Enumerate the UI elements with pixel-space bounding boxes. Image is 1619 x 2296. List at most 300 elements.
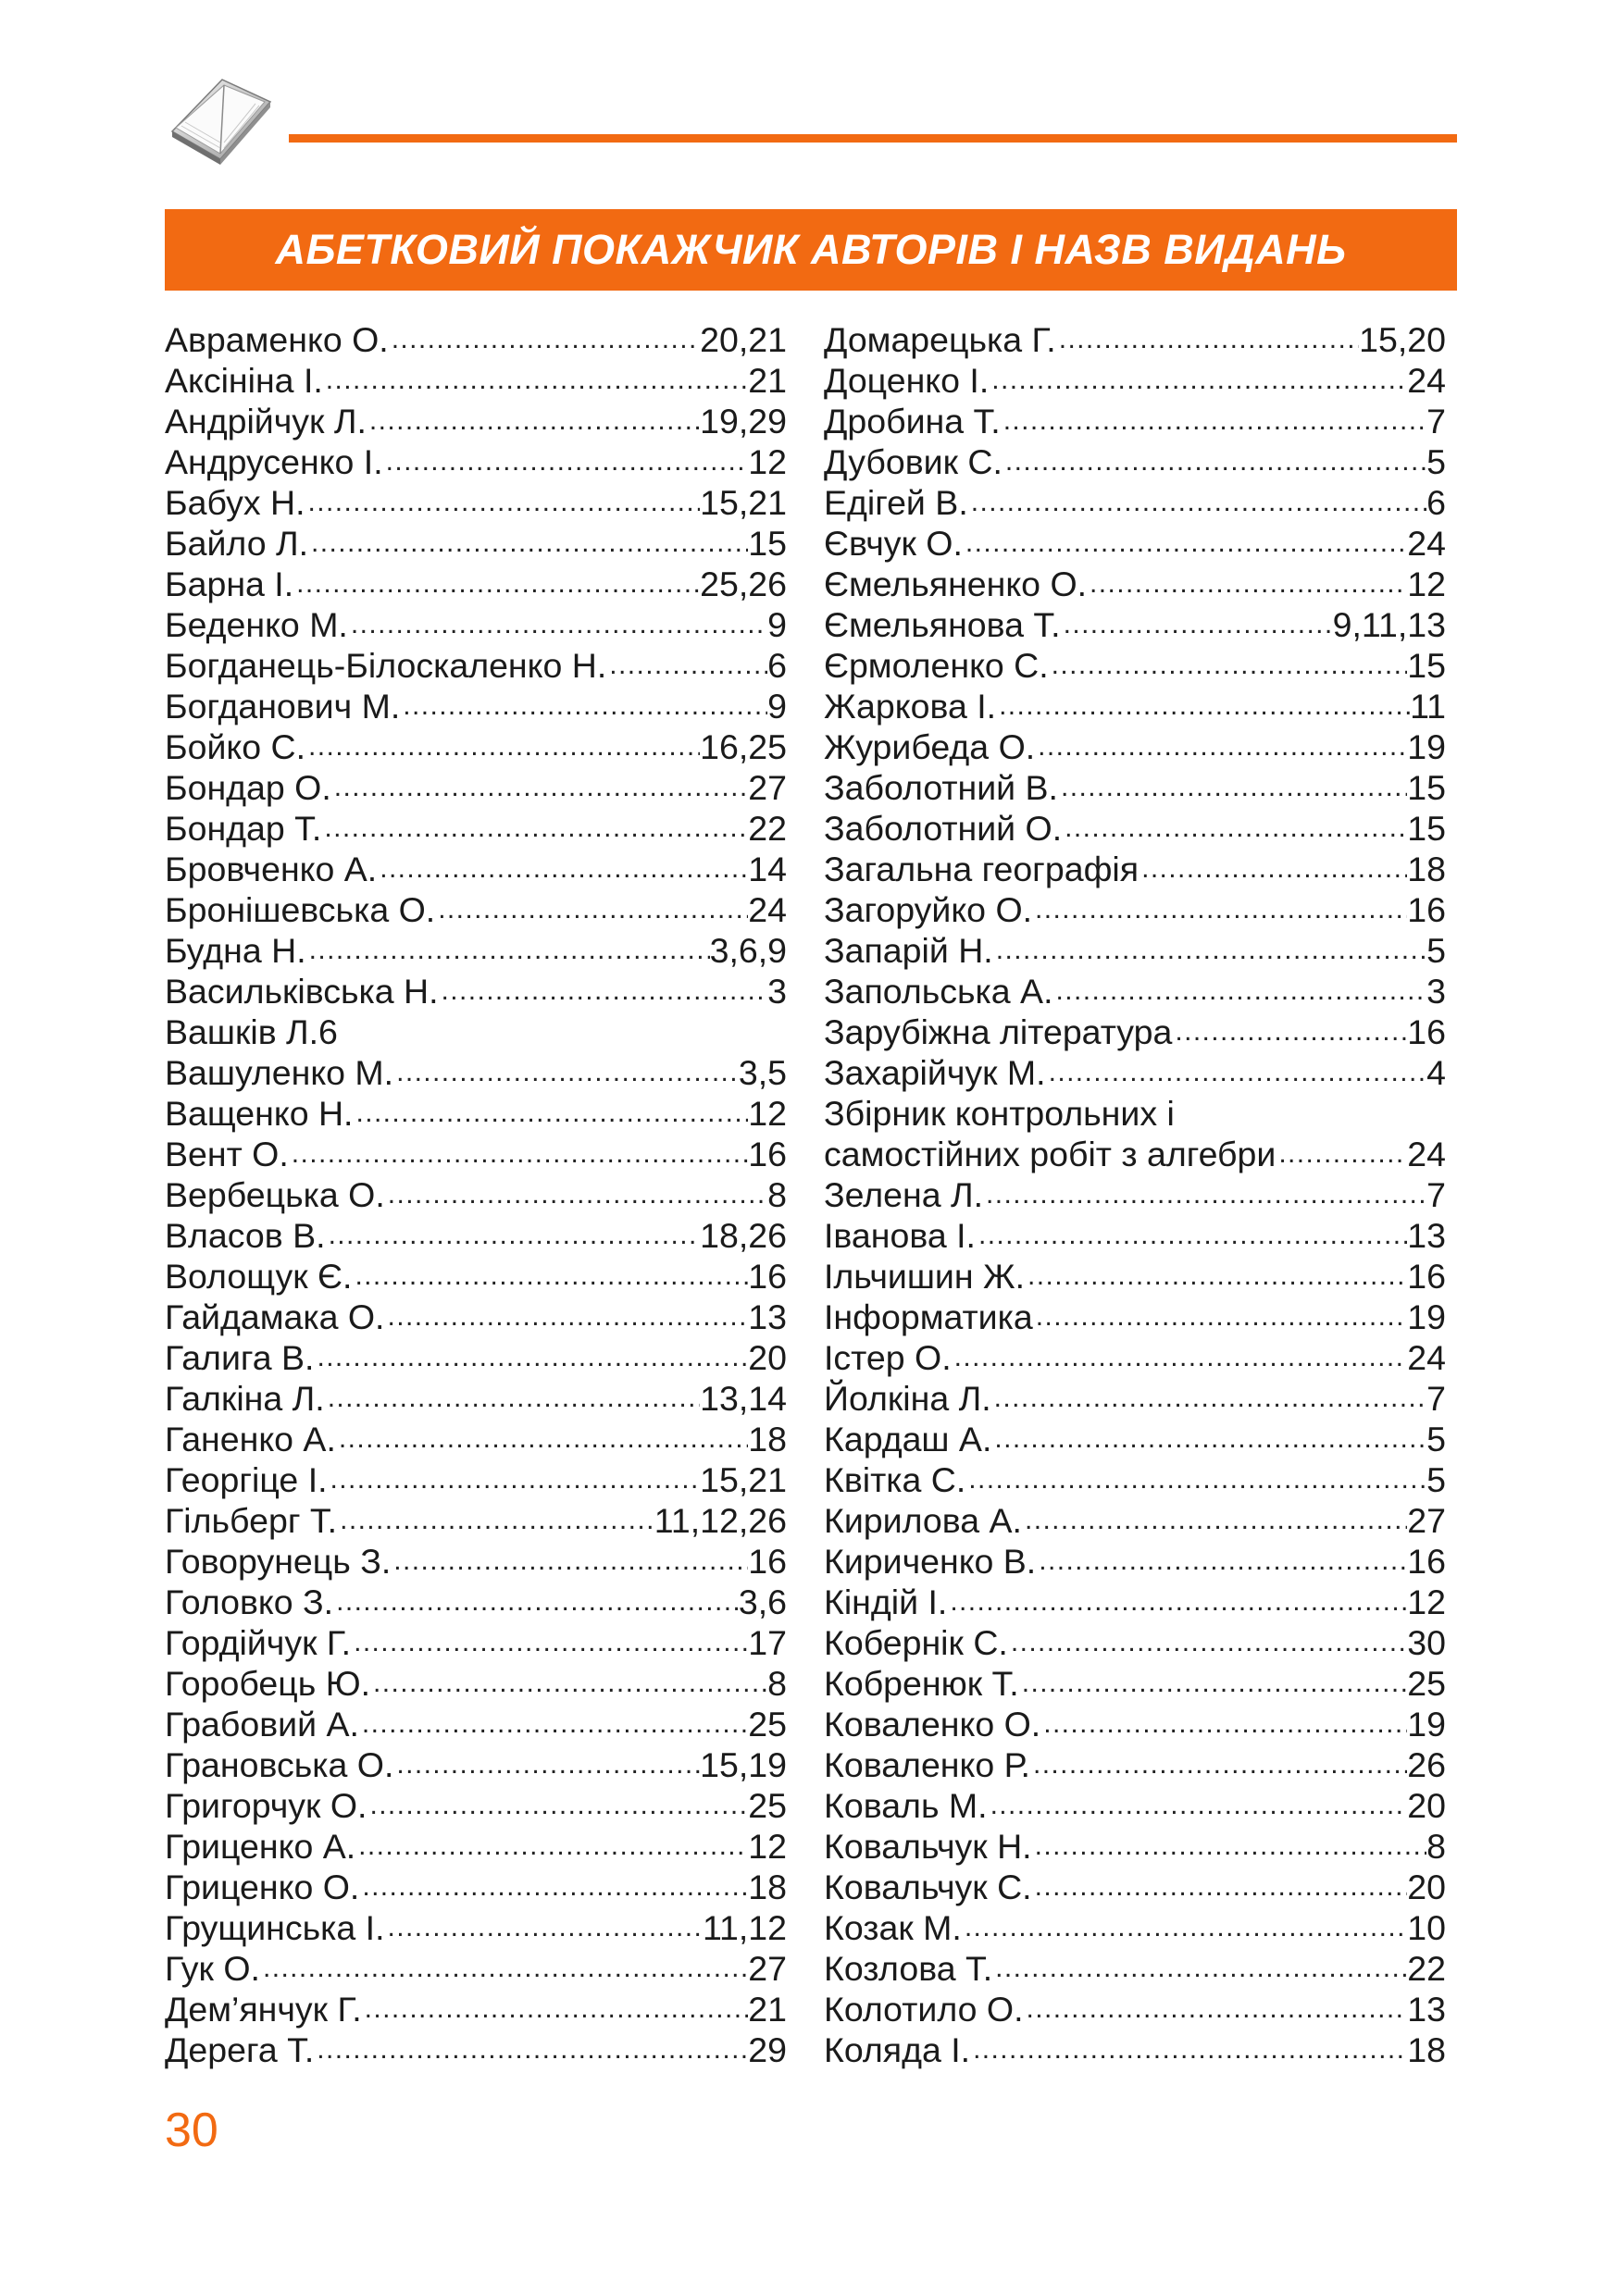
index-column-right <box>824 319 1446 2070</box>
dot-leader <box>293 564 700 604</box>
index-entry <box>165 1419 787 1459</box>
entry-pages: 3,5 <box>738 1053 787 1092</box>
entry-pages: 15 <box>1407 809 1446 848</box>
entry-pages: 13 <box>748 1297 787 1336</box>
entry-name: Грабовий А. <box>165 1705 359 1744</box>
entry-name: Заболотний В. <box>824 768 1058 807</box>
entry-pages: 27 <box>1407 1501 1446 1540</box>
dot-leader <box>965 1459 1426 1500</box>
entry-pages: 22 <box>1407 1949 1446 1988</box>
index-entry <box>824 849 1446 889</box>
dot-leader <box>988 1785 1408 1826</box>
dot-leader <box>435 889 748 930</box>
entry-pages: 19 <box>1407 727 1446 766</box>
index-entry <box>824 645 1446 686</box>
entry-pages: 15 <box>748 524 787 563</box>
index-entry <box>165 523 787 564</box>
dot-leader <box>968 482 1426 523</box>
dot-leader <box>331 767 749 808</box>
dot-leader <box>391 1541 748 1582</box>
index-entry <box>824 1622 1446 1663</box>
dot-leader <box>337 1500 654 1541</box>
entry-pages: 16 <box>1407 890 1446 929</box>
index-entry <box>824 319 1446 360</box>
entry-name: Євчук О. <box>824 524 963 563</box>
entry-name: Козлова Т. <box>824 1949 993 1988</box>
dot-leader <box>306 930 710 971</box>
index-entry <box>165 1297 787 1337</box>
entry-name: Дробина Т. <box>824 402 1001 441</box>
entry-pages: 12 <box>748 1094 787 1133</box>
index-entry <box>165 604 787 645</box>
index-entry <box>824 686 1446 726</box>
entry-name: Загоруйко О. <box>824 890 1033 929</box>
dot-leader <box>352 1256 748 1297</box>
entry-name: Гук О. <box>165 1949 260 1988</box>
index-entry <box>824 808 1446 849</box>
entry-name: Інформатика <box>824 1297 1033 1336</box>
index-entry <box>824 1337 1446 1378</box>
index-entry <box>165 1582 787 1622</box>
index-entry <box>824 1052 1446 1093</box>
index-entry <box>824 1948 1446 1989</box>
index-entry <box>824 1704 1446 1744</box>
dot-leader <box>385 1174 767 1215</box>
entry-name: Кіндій І. <box>824 1582 948 1621</box>
index-entry <box>165 808 787 849</box>
dot-leader <box>393 1744 700 1785</box>
entry-name: Ємельяненко О. <box>824 565 1088 603</box>
entry-pages: 18 <box>748 1420 787 1458</box>
dot-leader <box>1056 319 1359 360</box>
entry-pages: 24 <box>1407 1338 1446 1377</box>
dot-leader <box>1040 1704 1407 1744</box>
dot-leader <box>1022 1500 1407 1541</box>
entry-name: Волощук Є. <box>165 1257 353 1296</box>
entry-name: Грановська О. <box>165 1745 394 1784</box>
entry-pages: 6 <box>1426 483 1446 522</box>
dot-leader <box>305 482 701 523</box>
entry-pages: 25 <box>748 1705 787 1744</box>
index-entry <box>165 1989 787 2029</box>
entry-name: Дем’янчук Г. <box>165 1990 362 2029</box>
entry-pages: 3,6 <box>738 1582 787 1621</box>
dot-leader <box>1008 1622 1407 1663</box>
page-number: 30 <box>165 2104 218 2157</box>
index-entry <box>824 1093 1446 1134</box>
index-entry <box>824 1297 1446 1337</box>
index-entry <box>824 1215 1446 1256</box>
entry-pages: 18 <box>1407 2030 1446 2069</box>
entry-pages: 15,21 <box>700 1460 787 1499</box>
entry-pages: 21 <box>748 361 787 400</box>
entry-pages: 25 <box>748 1786 787 1825</box>
index-entry <box>165 930 787 971</box>
entry-pages: 5 <box>1426 931 1446 970</box>
entry-pages: 5 <box>1426 1420 1446 1458</box>
dot-leader <box>1046 1052 1427 1093</box>
entry-name: Байло Л. <box>165 524 309 563</box>
dot-leader <box>393 1052 739 1093</box>
entry-pages: 20 <box>748 1338 787 1377</box>
entry-pages: 17 <box>748 1623 787 1662</box>
dot-leader <box>351 1622 748 1663</box>
entry-name: Бабух Н. <box>165 483 305 522</box>
dot-leader <box>992 1948 1407 1989</box>
index-entry <box>165 1052 787 1093</box>
index-entry <box>165 1093 787 1134</box>
dot-leader <box>336 1419 748 1459</box>
index-entry <box>824 1785 1446 1826</box>
index-entry <box>165 564 787 604</box>
index-entry <box>165 319 787 360</box>
dot-leader <box>1061 604 1333 645</box>
dot-leader <box>1024 1989 1408 2029</box>
entry-pages: 12 <box>748 1827 787 1866</box>
entry-name: Кардаш А. <box>824 1420 992 1458</box>
entry-name: Коваленко Р. <box>824 1745 1030 1784</box>
entry-pages: 21 <box>748 1990 787 2029</box>
open-book-icon <box>167 74 278 171</box>
index-entry <box>165 1663 787 1704</box>
dot-leader <box>400 686 767 726</box>
dot-leader <box>991 1419 1426 1459</box>
entry-name: Бронішевська О. <box>165 890 436 929</box>
entry-pages: 16 <box>1407 1542 1446 1581</box>
entry-name: Бровченко А. <box>165 850 378 888</box>
entry-pages: 8 <box>1426 1827 1446 1866</box>
entry-name: Георгіце І. <box>165 1460 328 1499</box>
entry-pages: 24 <box>1407 1135 1446 1173</box>
entry-pages: 10 <box>1407 1908 1446 1947</box>
entry-pages: 25 <box>1407 1664 1446 1703</box>
dot-leader <box>1025 1256 1407 1297</box>
entry-pages: 7 <box>1426 1175 1446 1214</box>
dot-leader <box>1172 1011 1407 1052</box>
dot-leader <box>1036 1541 1407 1582</box>
entry-name: Йолкіна Л. <box>824 1379 991 1418</box>
dot-leader <box>325 1378 700 1419</box>
entry-pages: 20 <box>1407 1786 1446 1825</box>
entry-name: Коляда І. <box>824 2030 971 2069</box>
dot-leader <box>1049 645 1408 686</box>
entry-pages: 5 <box>1426 1460 1446 1499</box>
entry-name: Зарубіжна література <box>824 1012 1173 1051</box>
entry-name: Ємельянова Т. <box>824 605 1061 644</box>
entry-name: Квітка С. <box>824 1460 966 1499</box>
entry-name: Іванова І. <box>824 1216 976 1255</box>
index-entry <box>165 1500 787 1541</box>
entry-pages: 19 <box>1407 1705 1446 1744</box>
entry-pages: 19 <box>1407 1297 1446 1336</box>
entry-name: Богданович М. <box>165 687 401 726</box>
entry-name: Ганенко А. <box>165 1420 336 1458</box>
entry-name: Доценко І. <box>824 361 990 400</box>
index-entry <box>824 1459 1446 1500</box>
index-entry <box>824 604 1446 645</box>
entry-name: Галига В. <box>165 1338 315 1377</box>
index-entry <box>824 1744 1446 1785</box>
entry-name: Вербецька О. <box>165 1175 385 1214</box>
index-entry <box>824 1256 1446 1297</box>
entry-pages: 3 <box>1426 972 1446 1011</box>
entry-name: Козак М. <box>824 1908 962 1947</box>
entry-pages: 26 <box>1407 1745 1446 1784</box>
entry-pages: 9,11,13 <box>1332 605 1446 644</box>
entry-name: Домарецька Г. <box>824 320 1056 359</box>
dot-leader <box>970 2029 1407 2070</box>
entry-pages: 16 <box>1407 1012 1446 1051</box>
entry-name: Єрмоленко С. <box>824 646 1049 685</box>
dot-leader <box>1001 401 1426 441</box>
index-entry <box>165 1948 787 1989</box>
dot-leader <box>367 401 700 441</box>
entry-name: Андрусенко І. <box>165 442 383 481</box>
dot-leader <box>383 441 749 482</box>
entry-name: Головко З. <box>165 1582 334 1621</box>
index-entry <box>165 849 787 889</box>
dot-leader <box>1032 1867 1408 1907</box>
index-entry <box>165 2029 787 2070</box>
index-entry <box>165 645 787 686</box>
entry-pages: 6 <box>767 646 787 685</box>
entry-pages: 30 <box>1407 1623 1446 1662</box>
index-entry <box>165 1337 787 1378</box>
dot-leader <box>983 1174 1426 1215</box>
dot-leader <box>1062 808 1407 849</box>
entry-name: Богданець-Білоскаленко Н. <box>165 646 607 685</box>
entry-name: Бондар О. <box>165 768 331 807</box>
entry-pages: 11,12,26 <box>654 1501 787 1540</box>
entry-pages: 3,6,9 <box>709 931 787 970</box>
index-entry <box>165 1011 787 1052</box>
dot-leader <box>289 1134 749 1174</box>
entry-pages: 12 <box>748 442 787 481</box>
entry-name: Журибеда О. <box>824 727 1036 766</box>
entry-name: Кирилова А. <box>824 1501 1022 1540</box>
entry-name: Коваль М. <box>824 1786 988 1825</box>
index-entry <box>165 1541 787 1582</box>
index-entry <box>824 2029 1446 2070</box>
dot-leader <box>439 971 768 1011</box>
index-entry <box>165 889 787 930</box>
entry-name: Ільчишин Ж. <box>824 1257 1026 1296</box>
entry-pages: 18,26 <box>700 1216 787 1255</box>
index-entry <box>824 767 1446 808</box>
entry-name: Кобернік С. <box>824 1623 1008 1662</box>
entry-pages: 8 <box>767 1175 787 1214</box>
entry-name: Запольська А. <box>824 972 1053 1011</box>
entry-name: Ващенко Н. <box>165 1094 354 1133</box>
entry-name: Андрійчук Л. <box>165 402 367 441</box>
index-entry <box>824 360 1446 401</box>
index-entry <box>165 482 787 523</box>
dot-leader <box>1032 1826 1427 1867</box>
entry-name: Гриценко О. <box>165 1868 360 1906</box>
dot-leader <box>323 360 748 401</box>
header-rule <box>289 134 1457 143</box>
index-entry <box>165 401 787 441</box>
entry-pages: 15,21 <box>700 483 787 522</box>
entry-pages: 16 <box>1407 1257 1446 1296</box>
entry-name: Гайдамака О. <box>165 1297 385 1336</box>
index-entry <box>824 1419 1446 1459</box>
dot-leader <box>355 1826 748 1867</box>
entry-name: Горобець Ю. <box>165 1664 371 1703</box>
entry-name: Істер О. <box>824 1338 952 1377</box>
index-entry <box>824 1663 1446 1704</box>
dot-leader <box>260 1948 748 1989</box>
entry-name: Запарій Н. <box>824 931 993 970</box>
entry-pages: 20 <box>1407 1868 1446 1906</box>
entry-name: Гриценко А. <box>165 1827 356 1866</box>
entry-name: Дерега Т. <box>165 2030 315 2069</box>
index-entry <box>824 523 1446 564</box>
dot-leader <box>385 1907 703 1948</box>
entry-pages: 27 <box>748 768 787 807</box>
entry-name: Колотило О. <box>824 1990 1024 2029</box>
entry-name: Грущинська І. <box>165 1908 385 1947</box>
dot-leader <box>1058 767 1407 808</box>
entry-pages: 13 <box>1407 1216 1446 1255</box>
dot-leader <box>362 1989 749 2029</box>
entry-name: Вашків Л.6 <box>165 1012 338 1051</box>
dot-leader <box>326 1215 701 1256</box>
entry-pages: 15,20 <box>1359 320 1446 359</box>
index-entry <box>165 1867 787 1907</box>
entry-name: Зелена Л. <box>824 1175 984 1214</box>
dot-leader <box>367 1785 748 1826</box>
entry-pages: 25,26 <box>700 565 787 603</box>
index-entry <box>824 930 1446 971</box>
entry-pages: 16 <box>748 1135 787 1173</box>
entry-name: Беденко М. <box>165 605 348 644</box>
entry-name: Кобренюк Т. <box>824 1664 1019 1703</box>
entry-pages: 9 <box>767 605 787 644</box>
entry-name: Бондар Т. <box>165 809 322 848</box>
entry-name: Галкіна Л. <box>165 1379 325 1418</box>
index-entry <box>165 1704 787 1744</box>
index-entry <box>824 1174 1446 1215</box>
entry-name: Барна І. <box>165 565 294 603</box>
dot-leader <box>606 645 767 686</box>
dot-leader <box>996 686 1410 726</box>
index-entry <box>824 726 1446 767</box>
index-entry <box>165 1744 787 1785</box>
entry-name: Власов В. <box>165 1216 326 1255</box>
dot-leader <box>359 1867 748 1907</box>
dot-leader <box>963 523 1407 564</box>
entry-pages: 15 <box>1407 768 1446 807</box>
entry-pages: 4 <box>1426 1053 1446 1092</box>
index-entry <box>165 1134 787 1174</box>
index-entry <box>165 1378 787 1419</box>
entry-name: Ковальчук Н. <box>824 1827 1032 1866</box>
index-entry <box>165 971 787 1011</box>
dot-leader <box>991 1378 1427 1419</box>
entry-pages: 13 <box>1407 1990 1446 2029</box>
dot-leader <box>1035 726 1407 767</box>
entry-name: Коваленко О. <box>824 1705 1041 1744</box>
entry-pages: 11,12 <box>702 1908 787 1947</box>
dot-leader <box>1019 1663 1408 1704</box>
index-entry <box>824 1826 1446 1867</box>
dot-leader <box>321 808 748 849</box>
entry-pages: 11 <box>1410 687 1446 726</box>
entry-name: Говорунець З. <box>165 1542 392 1581</box>
index-entry <box>824 482 1446 523</box>
dot-leader <box>1087 564 1407 604</box>
index-entry <box>824 1011 1446 1052</box>
dot-leader <box>314 1337 748 1378</box>
index-entry <box>824 1582 1446 1622</box>
entry-pages: 27 <box>748 1949 787 1988</box>
dot-leader <box>328 1459 701 1500</box>
dot-leader <box>370 1663 767 1704</box>
entry-name: Кириченко В. <box>824 1542 1037 1581</box>
entry-name: Гільберг Т. <box>165 1501 338 1540</box>
entry-pages: 24 <box>1407 524 1446 563</box>
dot-leader <box>314 2029 748 2070</box>
index-entry <box>165 1622 787 1663</box>
entry-pages: 9 <box>767 687 787 726</box>
entry-name: Аксініна І. <box>165 361 323 400</box>
entry-pages: 12 <box>1407 565 1446 603</box>
entry-name: Вашуленко М. <box>165 1053 394 1092</box>
entry-pages: 24 <box>1407 361 1446 400</box>
entry-pages: 18 <box>1407 850 1446 888</box>
entry-name: Вент О. <box>165 1135 289 1173</box>
entry-name: самостійних робіт з алгебри <box>824 1135 1277 1173</box>
entry-pages: 13,14 <box>700 1379 787 1418</box>
dot-leader <box>384 1297 748 1337</box>
entry-name: Бойко С. <box>165 727 306 766</box>
dot-leader <box>389 319 700 360</box>
dot-leader <box>308 523 748 564</box>
entry-pages: 24 <box>748 890 787 929</box>
index-entry <box>824 1907 1446 1948</box>
index-entry <box>824 564 1446 604</box>
entry-pages: 15 <box>1407 646 1446 685</box>
index-entry <box>165 360 787 401</box>
entry-name: Гордійчук Г. <box>165 1623 352 1662</box>
dot-leader <box>1033 1297 1408 1337</box>
index-entry <box>165 1174 787 1215</box>
index-column-left <box>165 319 787 2070</box>
entry-pages: 15,19 <box>700 1745 787 1784</box>
entry-name: Ковальчук С. <box>824 1868 1032 1906</box>
dot-leader <box>359 1704 748 1744</box>
index-entry <box>165 1256 787 1297</box>
dot-leader <box>947 1582 1407 1622</box>
dot-leader <box>993 930 1426 971</box>
entry-pages: 29 <box>748 2030 787 2069</box>
entry-pages: 16 <box>748 1257 787 1296</box>
dot-leader <box>1032 889 1407 930</box>
index-entry <box>824 1867 1446 1907</box>
index-entry <box>165 1215 787 1256</box>
dot-leader <box>1053 971 1427 1011</box>
index-entry <box>165 767 787 808</box>
index-entry <box>165 686 787 726</box>
entry-name: Жаркова І. <box>824 687 997 726</box>
entry-pages: 7 <box>1426 402 1446 441</box>
entry-pages: 16 <box>748 1542 787 1581</box>
entry-name: Едігей В. <box>824 483 968 522</box>
index-entry <box>824 1989 1446 2029</box>
index-entry <box>824 1541 1446 1582</box>
dot-leader <box>976 1215 1407 1256</box>
